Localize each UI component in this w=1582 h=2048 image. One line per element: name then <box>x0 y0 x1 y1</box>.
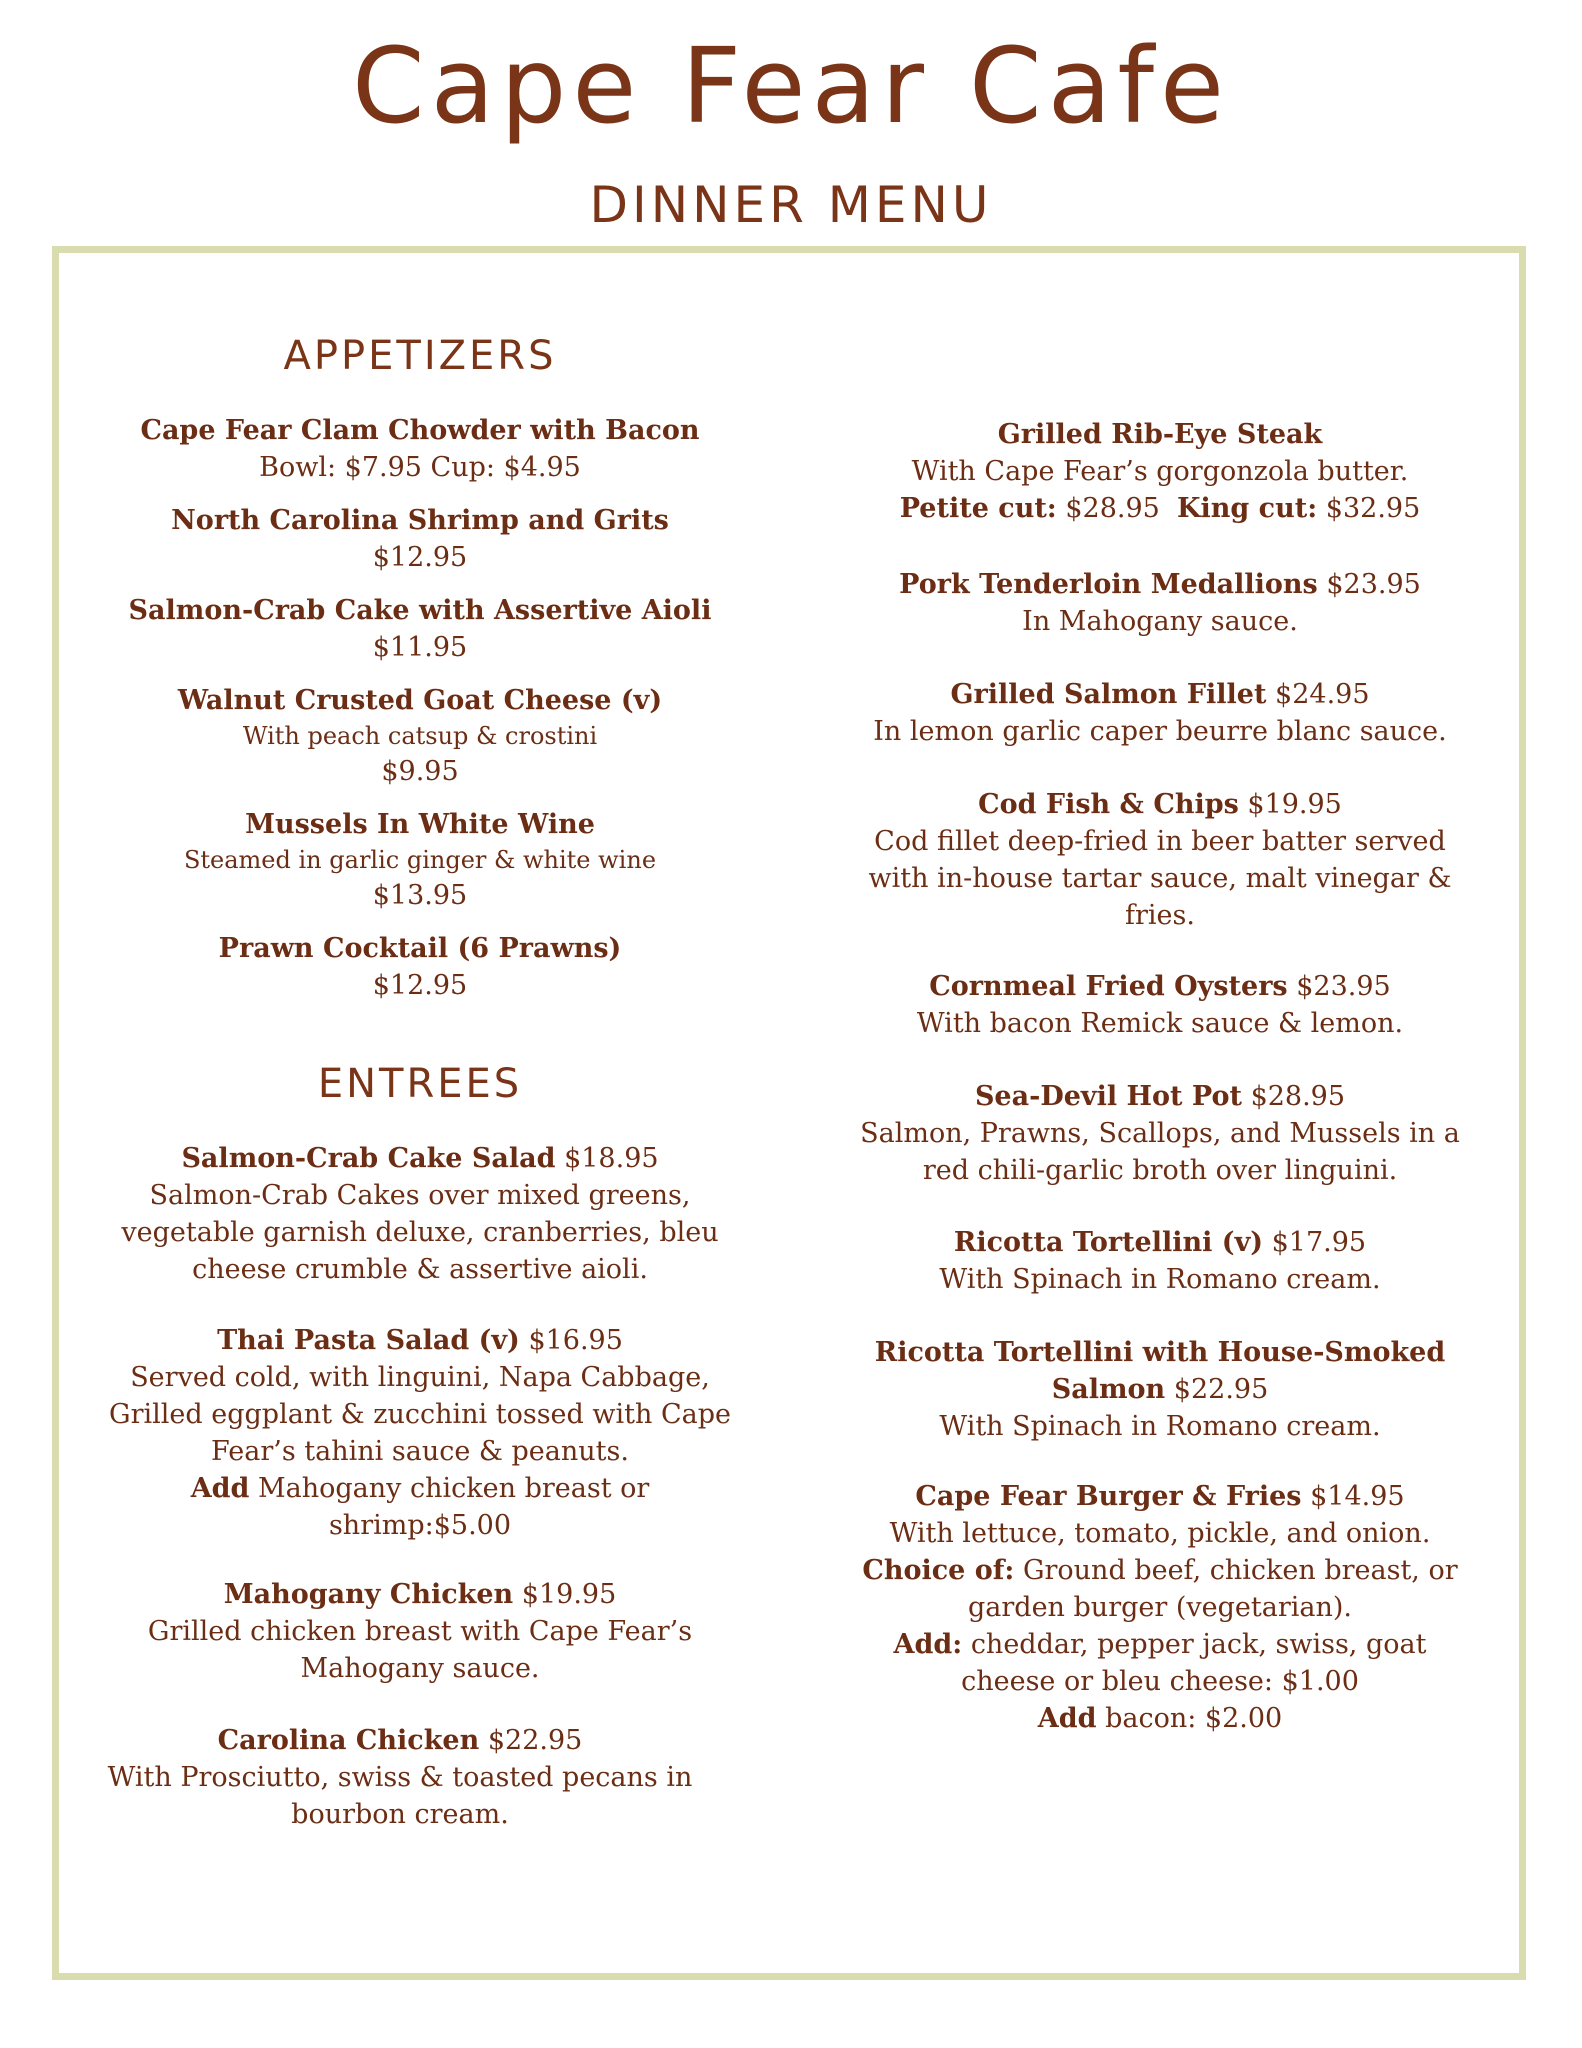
item-description: with in-house tartar sauce, malt vinegar & <box>868 863 1452 894</box>
item-description: With bacon Remick sauce & lemon. <box>916 1008 1404 1039</box>
menu-item <box>800 676 1520 750</box>
menu-item <box>60 930 780 1004</box>
cut-label: Petite cut: <box>899 493 1057 524</box>
item-description: Salmon, Prawns, Scallops, and Mussels in a <box>860 1118 1460 1149</box>
item-description: With Spinach in Romano cream. <box>939 1264 1381 1295</box>
item-name: Grilled Rib-Eye Steak <box>997 419 1323 450</box>
item-price: $13.95 <box>372 880 468 911</box>
item-price: $16.95 <box>528 1325 623 1356</box>
add-label: Add: <box>893 1629 963 1660</box>
item-price: $23.95 <box>1326 569 1421 600</box>
item-price: $19.95 <box>1247 789 1342 820</box>
item-description: Grilled chicken breast with Cape Fear’s <box>147 1616 693 1647</box>
menu-item <box>800 566 1520 640</box>
choice-text: garden burger (vegetarian). <box>968 1592 1352 1623</box>
item-description: With Cape Fear’s gorgonzola butter. <box>911 456 1409 487</box>
item-name: Walnut Crusted Goat Cheese (v) <box>177 685 663 716</box>
item-description: cheese crumble & assertive aioli. <box>192 1254 648 1285</box>
item-name: Cornmeal Fried Oysters <box>929 971 1288 1002</box>
item-description: With lettuce, tomato, pickle, and onion. <box>889 1518 1431 1549</box>
item-name: Pork Tenderloin Medallions <box>899 569 1318 600</box>
cut-price: $32.95 <box>1325 493 1421 524</box>
item-name: North Carolina Shrimp and Grits <box>171 505 669 536</box>
item-price: $12.95 <box>372 542 468 573</box>
item-description: Cod fillet deep-fried in beer batter served <box>874 826 1446 857</box>
item-description: In lemon garlic caper beurre blanc sauce. <box>873 716 1447 747</box>
menu-item <box>40 1722 760 1833</box>
item-price: $14.95 <box>1310 1481 1405 1512</box>
menu-item <box>60 806 780 914</box>
menu-item <box>60 412 780 486</box>
item-name: Prawn Cocktail (6 Prawns) <box>218 933 622 964</box>
add-text: Mahogany chicken breast or <box>258 1473 650 1504</box>
menu-item <box>800 968 1520 1042</box>
item-name: Mussels In White Wine <box>245 809 595 840</box>
page-title: Cape Fear Cafe <box>351 25 1230 147</box>
item-description: Mahogany sauce. <box>300 1653 540 1684</box>
item-name: Salmon <box>1051 1374 1166 1405</box>
item-description: Steamed in garlic ginger & white wine <box>183 846 657 874</box>
item-price: $23.95 <box>1296 971 1391 1002</box>
item-price: $18.95 <box>564 1143 659 1174</box>
menu-item <box>800 1334 1520 1445</box>
menu-item <box>60 592 780 666</box>
item-name: Grilled Salmon Fillet <box>950 679 1267 710</box>
item-price: $22.95 <box>1173 1374 1269 1405</box>
choice-label: Choice of: <box>862 1555 1015 1586</box>
item-name: Ricotta Tortellini with House-Smoked <box>874 1337 1446 1368</box>
menu-item <box>800 1078 1520 1189</box>
item-name: Cod Fish & Chips <box>978 789 1239 820</box>
item-description: Salmon-Crab Cakes over mixed greens, <box>149 1180 691 1211</box>
menu-item <box>60 682 780 790</box>
item-name: Sea-Devil Hot Pot <box>974 1081 1242 1112</box>
item-description: Grilled eggplant & zucchini tossed with Cape <box>109 1399 731 1430</box>
item-price: $9.95 <box>381 756 459 787</box>
item-name: Cape Fear Burger & Fries <box>915 1481 1302 1512</box>
menu-item <box>60 1576 780 1687</box>
item-description: With Prosciutto, swiss & toasted pecans in <box>107 1762 693 1793</box>
item-price: $17.95 <box>1271 1227 1367 1258</box>
item-name: Salmon-Crab Cake with Assertive Aioli <box>128 595 712 626</box>
item-description: red chili-garlic broth over linguini. <box>922 1155 1398 1186</box>
item-price: $19.95 <box>521 1579 617 1610</box>
menu-item <box>800 1478 1520 1737</box>
cut-price: $28.95 <box>1065 493 1160 524</box>
item-description: bourbon cream. <box>291 1799 509 1830</box>
choice-text: Ground beef, chicken breast, or <box>1022 1555 1458 1586</box>
add-text: cheese or bleu cheese: $1.00 <box>961 1666 1359 1697</box>
page-subtitle: DINNER MENU <box>589 176 993 234</box>
menu-item <box>800 786 1520 934</box>
item-description: vegetable garnish deluxe, cranberries, bleu <box>121 1217 719 1248</box>
item-description: With peach catsup & crostini <box>242 722 598 750</box>
item-name: Mahogany Chicken <box>223 1579 514 1610</box>
menu-item <box>800 1224 1520 1298</box>
menu-item <box>60 502 780 576</box>
item-name: Carolina Chicken <box>217 1725 480 1756</box>
menu-item <box>800 416 1520 527</box>
item-name: Ricotta Tortellini (v) <box>953 1227 1264 1258</box>
add-text: cheddar, pepper jack, swiss, goat <box>970 1629 1427 1660</box>
entrees-heading: ENTREES <box>317 1061 523 1107</box>
item-description: fries. <box>1125 900 1195 931</box>
menu-item <box>60 1322 780 1544</box>
item-name: Salmon-Crab Cake Salad <box>181 1143 556 1174</box>
item-description: Fear’s tahini sauce & peanuts. <box>211 1436 629 1467</box>
item-price: $24.95 <box>1275 679 1370 710</box>
item-price: $11.95 <box>372 632 468 663</box>
item-price: Bowl: $7.95 Cup: $4.95 <box>259 452 581 483</box>
add-text: bacon: $2.00 <box>1105 1703 1283 1734</box>
item-description: Served cold, with linguini, Napa Cabbage, <box>130 1362 710 1393</box>
appetizers-heading: APPETIZERS <box>283 333 557 379</box>
item-description: In Mahogany sauce. <box>1022 606 1298 637</box>
menu-item <box>60 1140 780 1288</box>
add-text: shrimp:$5.00 <box>328 1510 512 1541</box>
item-price: $12.95 <box>372 970 468 1001</box>
item-name: Cape Fear Clam Chowder with Bacon <box>140 415 700 446</box>
add-label: Add <box>1037 1703 1097 1734</box>
cut-label: King cut: <box>1177 493 1318 524</box>
item-description: With Spinach in Romano cream. <box>939 1411 1381 1442</box>
add-label: Add <box>190 1473 250 1504</box>
item-price: $22.95 <box>487 1725 583 1756</box>
item-price: $28.95 <box>1250 1081 1346 1112</box>
item-name: Thai Pasta Salad (v) <box>217 1325 520 1356</box>
